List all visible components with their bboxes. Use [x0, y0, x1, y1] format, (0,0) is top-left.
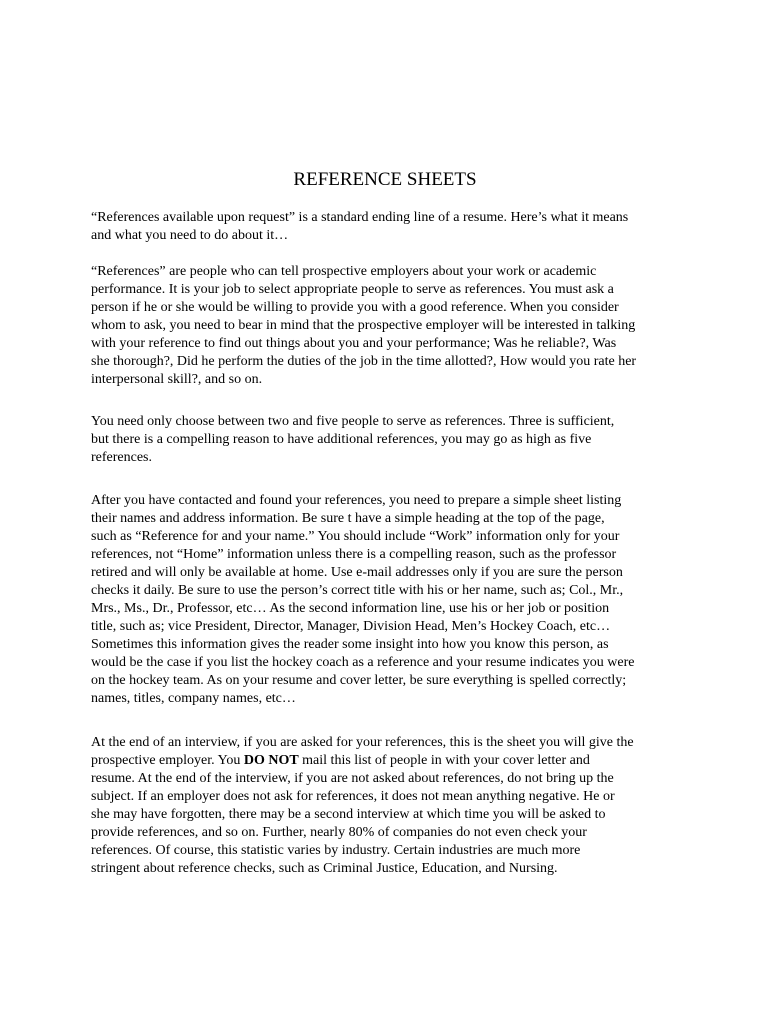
text-line: retired and will only be available at home. Use e-mail addresses only if you are sure the person [91, 565, 623, 580]
text-line: “References” are people who can tell prospective employers about your work or academic [91, 264, 597, 279]
text-segment: prospective employer. You [91, 753, 244, 768]
paragraph-preparing-sheet [91, 492, 691, 708]
text-line: checks it daily. Be sure to use the person’s correct title with his or her name, such as; Col., Mr., [91, 583, 624, 598]
text-line: references, not “Home” information unless there is a compelling reason, such as the professor [91, 547, 617, 562]
text-line: After you have contacted and found your references, you need to prepare a simple sheet listing [91, 493, 622, 508]
text-line: performance. It is your job to select appropriate people to serve as references. You must ask a [91, 282, 614, 297]
text-line: You need only choose between two and five people to serve as references. Three is sufficient, [91, 414, 615, 429]
text-line: “References available upon request” is a standard ending line of a resume. Here’s what it means [91, 210, 629, 225]
text-line: would be the case if you list the hockey coach as a reference and your resume indicates you were [91, 655, 635, 670]
text-line: on the hockey team. As on your resume and cover letter, be sure everything is spelled correctly; [91, 673, 627, 688]
text-line: but there is a compelling reason to have additional references, you may go as high as five [91, 432, 592, 447]
paragraph-how-many [91, 413, 691, 467]
text-line: references. [91, 450, 153, 465]
document-title: REFERENCE SHEETS [293, 169, 477, 190]
text-line: names, titles, company names, etc… [91, 691, 296, 706]
paragraph-interview [91, 734, 691, 878]
text-line: stringent about reference checks, such as Criminal Justice, Education, and Nursing. [91, 861, 558, 876]
text-segment: mail this list of people in with your cover letter and [298, 753, 590, 768]
text-line: and what you need to do about it… [91, 228, 289, 243]
emphasis-do-not: DO NOT [243, 753, 299, 768]
text-line: interpersonal skill?, and so on. [91, 372, 263, 387]
text-line: references. Of course, this statistic varies by industry. Certain industries are much more [91, 843, 581, 858]
text-line: with your reference to find out things about you and your performance; Was he reliable?, Was [91, 336, 617, 351]
text-line: title, such as; vice President, Director, Manager, Division Head, Men’s Hockey Coach, etc… [91, 619, 611, 634]
paragraph-intro [91, 209, 691, 245]
paragraph-what-references-are [91, 263, 691, 389]
text-line: Mrs., Ms., Dr., Professor, etc… As the second information line, use his or her job or position [91, 601, 610, 616]
text-line: she thorough?, Did he perform the duties of the job in the time allotted?, How would you rate her [91, 354, 637, 369]
text-line: subject. If an employer does not ask for references, it does not mean anything negative. He or [91, 789, 615, 804]
text-line: provide references, and so on. Further, nearly 80% of companies do not even check your [91, 825, 587, 840]
text-line: person if he or she would be willing to provide you with a good reference. When you consider [91, 300, 619, 315]
text-line: their names and address information. Be sure t have a simple heading at the top of the page, [91, 511, 605, 526]
text-line: such as “Reference for and your name.” You should include “Work” information only for your [91, 529, 620, 544]
text-line [91, 752, 691, 770]
text-line: Sometimes this information gives the reader some insight into how you know this person, as [91, 637, 609, 652]
text-line: At the end of an interview, if you are asked for your references, this is the sheet you will give the [91, 735, 634, 750]
text-line: whom to ask, you need to bear in mind that the prospective employer will be interested in talking [91, 318, 636, 333]
text-line: resume. At the end of the interview, if you are not asked about references, do not bring up the [91, 771, 614, 786]
text-line: she may have forgotten, there may be a second interview at which time you will be asked to [91, 807, 606, 822]
